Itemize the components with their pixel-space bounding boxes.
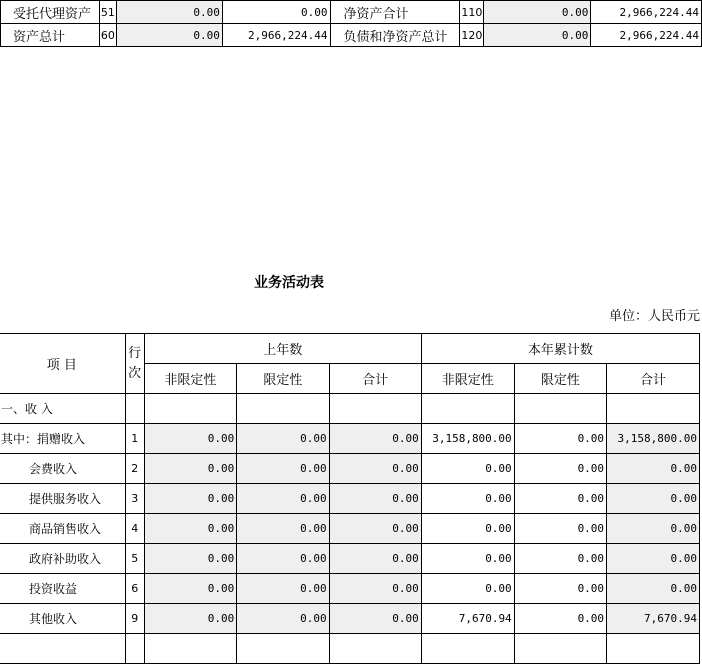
prior-total-value: 0.00: [329, 514, 421, 544]
prior-restricted-value: 0.00: [237, 484, 329, 514]
current-restricted-value: 0.00: [514, 544, 606, 574]
activity-row: [0, 544, 700, 574]
left-line-number: 51: [99, 1, 116, 24]
right-beginning-balance: 0.00: [484, 1, 591, 24]
prior-total-value: 0.00: [329, 544, 421, 574]
prior-unrestricted-value: 0.00: [144, 484, 237, 514]
current-total-value: 3,158,800.00: [607, 424, 700, 454]
prior-restricted-value: 0.00: [237, 424, 329, 454]
prior-unrestricted-value: [144, 394, 237, 424]
current-unrestricted-value: 7,670.94: [421, 604, 514, 634]
current-total-value: 0.00: [607, 514, 700, 544]
left-item-label: 受托代理资产: [1, 1, 100, 24]
activity-row: [0, 454, 700, 484]
balance-row: [1, 1, 702, 24]
header-item: 项 目: [0, 334, 125, 394]
row-item-label: 政府补助收入: [0, 544, 125, 574]
balance-row: [1, 24, 702, 47]
header-prior-year: 上年数: [144, 334, 421, 364]
current-unrestricted-value: 0.00: [421, 544, 514, 574]
prior-total-value: 0.00: [329, 424, 421, 454]
prior-restricted-value: 0.00: [237, 574, 329, 604]
right-item-label: 负债和净资产总计: [330, 24, 460, 47]
balance-sheet-table: [0, 0, 702, 47]
prior-unrestricted-value: 0.00: [144, 514, 237, 544]
prior-restricted-value: 0.00: [237, 454, 329, 484]
activity-row: [0, 484, 700, 514]
current-restricted-value: 0.00: [514, 454, 606, 484]
current-unrestricted-value: 0.00: [421, 574, 514, 604]
right-ending-balance: 2,966,224.44: [591, 1, 702, 24]
prior-total-value: 0.00: [329, 484, 421, 514]
row-line-number: 5: [125, 544, 144, 574]
prior-unrestricted-value: 0.00: [144, 424, 237, 454]
prior-restricted-value: 0.00: [237, 514, 329, 544]
prior-unrestricted-value: 0.00: [144, 454, 237, 484]
prior-restricted-value: [237, 634, 329, 664]
row-line-number: 6: [125, 574, 144, 604]
header-prior-total: 合计: [329, 364, 421, 394]
header-prior-unrestricted: 非限定性: [144, 364, 237, 394]
row-item-label: 其中：捐赠收入: [0, 424, 125, 454]
activity-statement-title: 业务活动表: [254, 275, 324, 291]
prior-total-value: 0.00: [329, 454, 421, 484]
activity-row: [0, 604, 700, 634]
prior-unrestricted-value: 0.00: [144, 544, 237, 574]
current-total-value: [607, 394, 700, 424]
prior-restricted-value: 0.00: [237, 604, 329, 634]
row-item-label: 一、收 入: [0, 394, 125, 424]
current-restricted-value: 0.00: [514, 514, 606, 544]
prior-restricted-value: 0.00: [237, 544, 329, 574]
left-ending-balance: 2,966,224.44: [222, 24, 330, 47]
header-current-total: 合计: [607, 364, 700, 394]
prior-unrestricted-value: 0.00: [144, 574, 237, 604]
current-unrestricted-value: 0.00: [421, 514, 514, 544]
current-unrestricted-value: [421, 394, 514, 424]
current-restricted-value: 0.00: [514, 604, 606, 634]
left-beginning-balance: 0.00: [116, 24, 222, 47]
row-line-number: 3: [125, 484, 144, 514]
left-ending-balance: 0.00: [222, 1, 330, 24]
current-total-value: 0.00: [607, 574, 700, 604]
row-line-number: 4: [125, 514, 144, 544]
right-line-number: 110: [460, 1, 484, 24]
row-item-label: 商品销售收入: [0, 514, 125, 544]
current-total-value: 0.00: [607, 484, 700, 514]
activity-row: [0, 574, 700, 604]
prior-total-value: 0.00: [329, 604, 421, 634]
row-line-number: 9: [125, 604, 144, 634]
prior-total-value: 0.00: [329, 574, 421, 604]
right-ending-balance: 2,966,224.44: [591, 24, 702, 47]
current-restricted-value: 0.00: [514, 574, 606, 604]
current-restricted-value: 0.00: [514, 484, 606, 514]
current-unrestricted-value: 0.00: [421, 454, 514, 484]
current-restricted-value: [514, 634, 606, 664]
header-current-year: 本年累计数: [421, 334, 699, 364]
prior-total-value: [329, 634, 421, 664]
row-line-number: 1: [125, 424, 144, 454]
left-item-label: 资产总计: [1, 24, 100, 47]
header-current-unrestricted: 非限定性: [421, 364, 514, 394]
current-unrestricted-value: [421, 634, 514, 664]
activity-row: [0, 634, 700, 664]
current-total-value: 7,670.94: [607, 604, 700, 634]
right-line-number: 120: [460, 24, 484, 47]
activity-row: [0, 424, 700, 454]
left-beginning-balance: 0.00: [116, 1, 222, 24]
current-total-value: 0.00: [607, 544, 700, 574]
row-item-label: [0, 634, 125, 664]
header-prior-restricted: 限定性: [237, 364, 329, 394]
activity-statement-table: [0, 333, 700, 664]
current-unrestricted-value: 3,158,800.00: [421, 424, 514, 454]
activity-row: [0, 514, 700, 544]
prior-restricted-value: [237, 394, 329, 424]
right-beginning-balance: 0.00: [484, 24, 591, 47]
header-current-restricted: 限定性: [514, 364, 606, 394]
current-unrestricted-value: 0.00: [421, 484, 514, 514]
row-line-number: [125, 634, 144, 664]
row-item-label: 投资收益: [0, 574, 125, 604]
header-line-no: 行次: [125, 334, 144, 394]
current-total-value: [607, 634, 700, 664]
current-restricted-value: [514, 394, 606, 424]
prior-total-value: [329, 394, 421, 424]
activity-row: [0, 394, 700, 424]
currency-unit-label: 单位：人民币元: [608, 309, 700, 324]
row-item-label: 会费收入: [0, 454, 125, 484]
row-item-label: 其他收入: [0, 604, 125, 634]
right-item-label: 净资产合计: [330, 1, 460, 24]
current-restricted-value: 0.00: [514, 424, 606, 454]
row-line-number: [125, 394, 144, 424]
prior-unrestricted-value: 0.00: [144, 604, 237, 634]
current-total-value: 0.00: [607, 454, 700, 484]
row-item-label: 提供服务收入: [0, 484, 125, 514]
row-line-number: 2: [125, 454, 144, 484]
prior-unrestricted-value: [144, 634, 237, 664]
left-line-number: 60: [99, 24, 116, 47]
